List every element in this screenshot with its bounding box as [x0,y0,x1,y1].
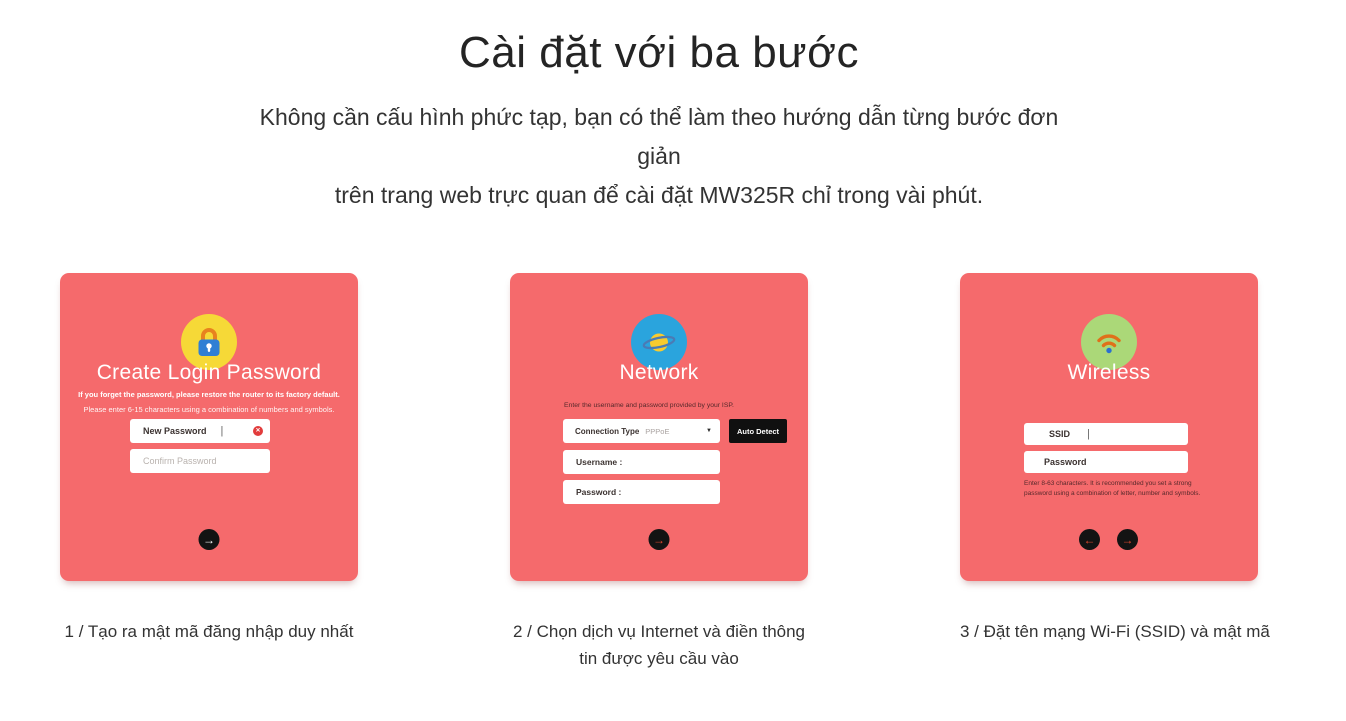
next-button[interactable] [199,529,220,550]
setup-steps-row [60,273,1258,581]
isp-note: Enter the username and password provided by your ISP. [564,402,734,409]
next-button[interactable] [649,529,670,550]
right-arrow-icon: → [203,532,215,547]
back-button[interactable] [1079,529,1100,550]
confirm-password-placeholder: Confirm Password [143,456,217,466]
auto-detect-label: Auto Detect [736,426,780,436]
ssid-field[interactable] [1024,423,1188,445]
error-icon: ✕ [253,426,263,436]
forgot-password-note: If you forget the password, please restore the router to its factory default. [78,390,340,399]
next-button[interactable] [1117,529,1138,550]
card-create-login-password [60,273,358,581]
auto-detect-button[interactable] [729,419,787,443]
card-wireless [960,273,1258,581]
step-3-caption: 3 / Đặt tên mạng Wi-Fi (SSID) và mật mã [960,622,1270,641]
card-network [510,273,808,581]
right-arrow-icon: → [1121,532,1134,547]
page-title: Cài đặt với ba bước [459,28,859,77]
left-arrow-icon: ← [1083,532,1096,547]
screen-title: Network [619,361,699,384]
wifi-password-field[interactable] [1024,451,1188,473]
new-password-label: New Password [143,426,207,436]
chevron-down-icon: ▼ [706,428,712,434]
password-rule-note: Please enter 6-15 characters using a combination of numbers and symbols. [83,405,335,414]
connection-type-label: Connection Type [575,426,640,436]
wifi-password-rule-note: Enter 8-63 characters. It is recommended you set a strong password using a combination of letter, number and symbols. [1024,480,1201,498]
password-field[interactable] [563,480,720,504]
username-label: Username : [576,457,623,467]
step-1-caption: 1 / Tạo ra mật mã đăng nhập duy nhất [64,622,354,641]
connection-type-select[interactable] [563,419,720,443]
username-field[interactable] [563,450,720,474]
ssid-label: SSID [1049,429,1071,439]
password-label: Password : [576,487,622,497]
new-password-field[interactable] [130,419,270,443]
subtitle-line-2: giản [637,143,681,169]
wifi-password-label: Password [1044,457,1087,467]
screen-title: Wireless [1067,361,1151,384]
text-cursor: | [220,425,224,437]
page-subtitle [60,98,1258,215]
step-2-caption: 2 / Chọn dịch vụ Internet và điền thông tin được yêu cầu vào [512,622,806,668]
step-captions-row [60,618,1270,672]
connection-type-value: PPPoE [645,426,670,436]
right-arrow-icon: → [653,532,665,547]
subtitle-line-3: trên trang web trực quan để cài đặt MW325R chỉ trong vài phút. [334,182,984,208]
page [60,28,1270,672]
screen-title: Create Login Password [96,361,322,384]
subtitle-line-1: Không cần cấu hình phức tạp, bạn có thể làm theo hướng dẫn từng bước đơn [259,104,1059,130]
text-cursor: | [1087,428,1090,440]
confirm-password-field[interactable] [130,449,270,473]
